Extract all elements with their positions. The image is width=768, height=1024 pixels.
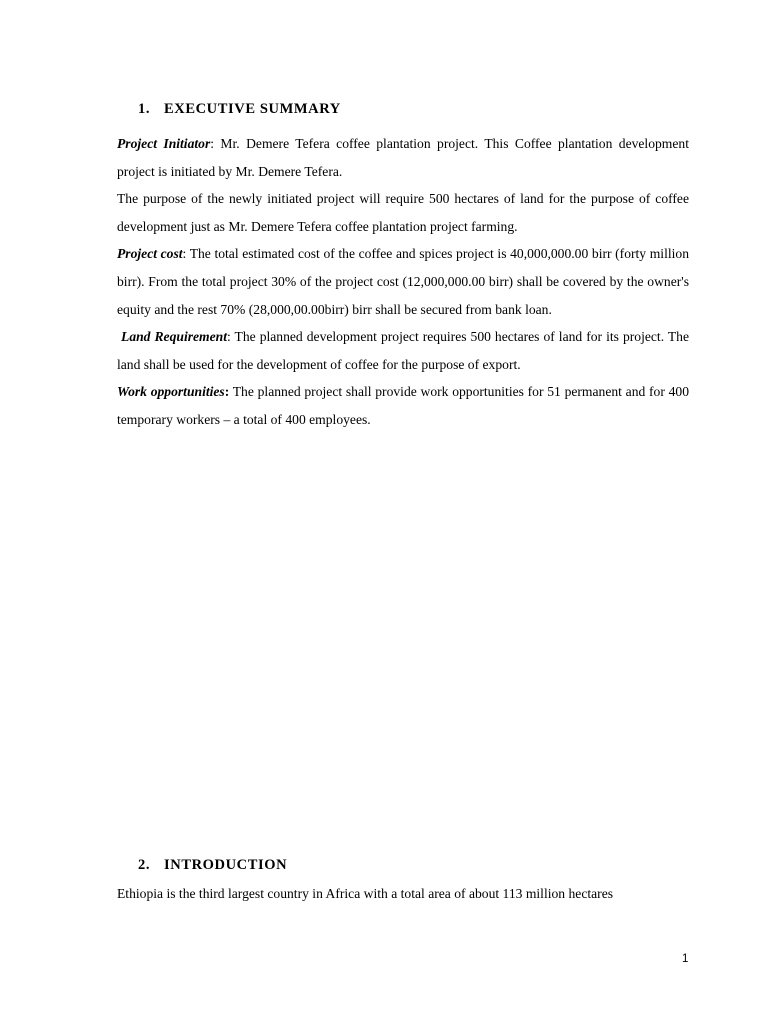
paragraph-land-requirement	[117, 323, 689, 378]
section-heading-introduction	[138, 857, 287, 874]
colon: :	[182, 246, 187, 262]
paragraph-text: Ethiopia is the third largest country in Africa with a total area of about 113 million hectares	[117, 886, 614, 901]
section-number: 2.	[138, 857, 151, 873]
label-project-cost: Project cost	[117, 246, 183, 262]
section-title: INTRODUCTION	[164, 857, 288, 873]
colon: :	[210, 136, 215, 151]
executive-summary-body	[117, 130, 689, 434]
paragraph-project-cost	[117, 240, 689, 323]
paragraph-text: The total estimated cost of the coffee and spices project is 40,000,000.00 birr (forty million birr). From the total project 30% of the project cost (12,000,000.00 birr) shall be covered by the owner's equity and the rest 70% (28,000,00.00birr) birr shall be secured from bank loan.	[117, 246, 689, 317]
paragraph-text: Mr. Demere Tefera coffee plantation project. This Coffee plantation development project is initiated by Mr. Demere Tefera.	[117, 136, 689, 179]
introduction-body	[117, 880, 689, 908]
paragraph-purpose	[117, 185, 689, 240]
page-number: 1	[682, 953, 689, 965]
colon: :	[227, 329, 231, 345]
label-work-opportunities: Work opportunities	[117, 384, 225, 400]
paragraph-text: The planned project shall provide work opportunities for 51 permanent and for 400 temporary workers – a total of 400 employees.	[117, 384, 690, 427]
label-project-initiator: Project Initiator	[117, 136, 211, 151]
section-number: 1.	[138, 101, 151, 117]
paragraph-work-opportunities	[117, 378, 689, 433]
colon: :	[224, 384, 230, 400]
paragraph-text: The purpose of the newly initiated project will require 500 hectares of land for the purpose of coffee development just as Mr. Demere Tefera coffee plantation project farming.	[117, 191, 689, 234]
section-heading-executive-summary	[138, 101, 341, 118]
label-land-requirement: Land Requirement	[117, 329, 227, 345]
section-title: EXECUTIVE SUMMARY	[164, 101, 341, 117]
paragraph-introduction	[117, 880, 689, 908]
paragraph-project-initiator	[117, 130, 689, 185]
paragraph-text: The planned development project requires 500 hectares of land for its project. The land shall be used for the development of coffee for the purpose of export.	[117, 329, 689, 372]
